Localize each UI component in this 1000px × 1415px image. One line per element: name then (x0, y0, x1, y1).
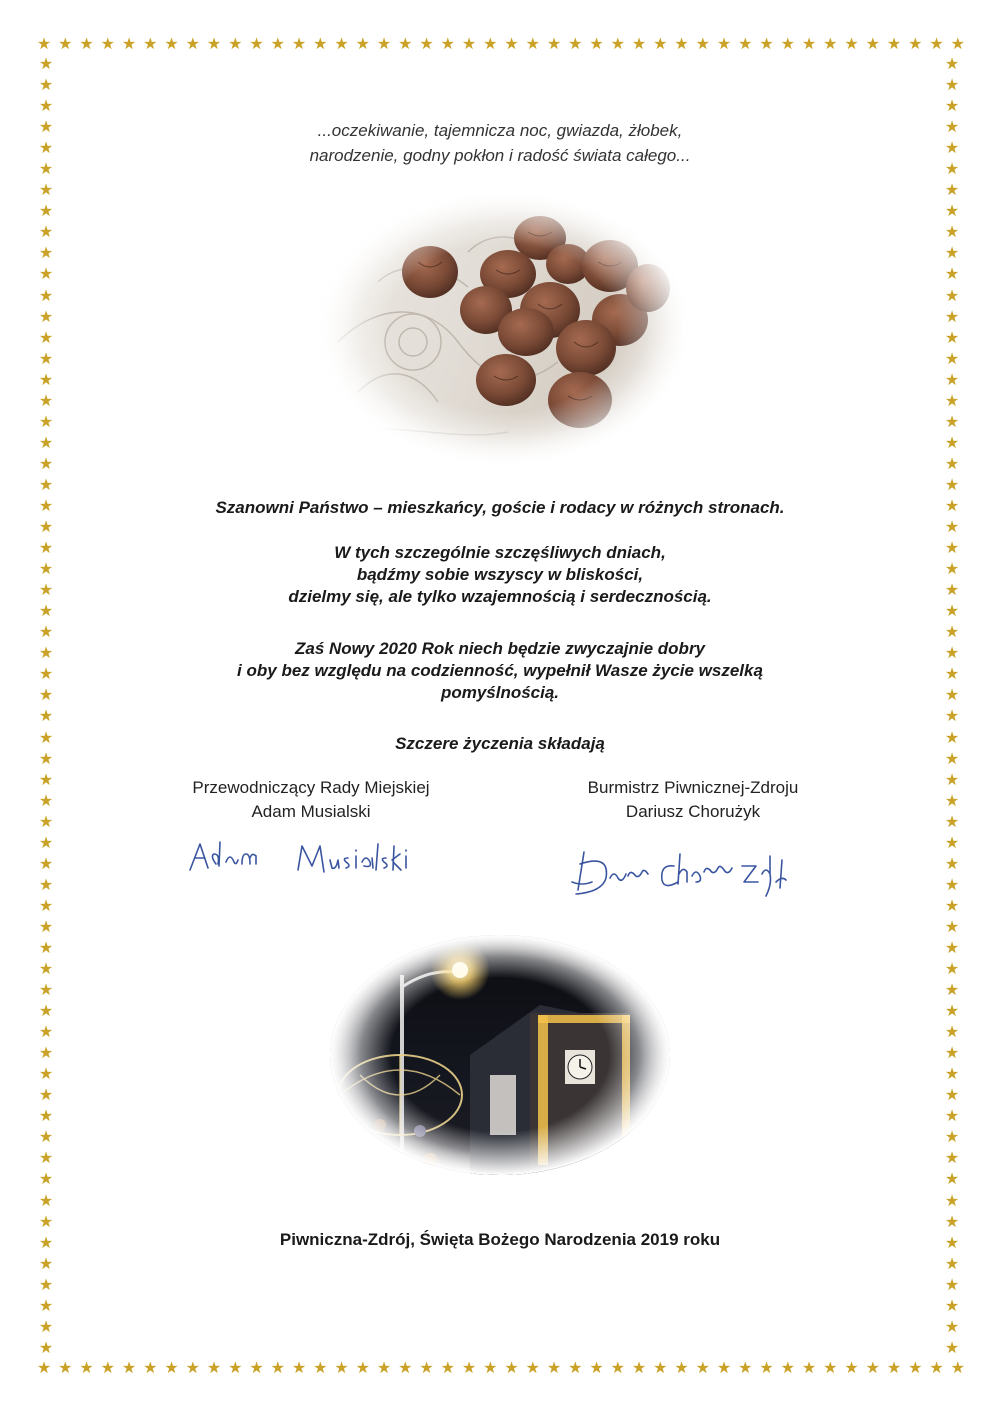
star-icon: ★ (38, 1169, 54, 1189)
star-icon: ★ (944, 222, 960, 242)
star-icon: ★ (944, 180, 960, 200)
star-icon: ★ (944, 1253, 960, 1273)
star-icon: ★ (944, 832, 960, 852)
star-icon: ★ (944, 75, 960, 95)
star-icon: ★ (38, 222, 54, 242)
star-icon: ★ (38, 559, 54, 579)
star-icon: ★ (944, 769, 960, 789)
signer-left-title: Przewodniczący Rady Miejskiej (192, 778, 430, 797)
star-icon: ★ (38, 937, 54, 957)
paragraph-1 (100, 542, 900, 608)
star-icon: ★ (185, 1358, 200, 1377)
star-icon: ★ (653, 1358, 668, 1377)
star-icon: ★ (249, 1358, 264, 1377)
star-icon: ★ (944, 138, 960, 158)
star-icon: ★ (944, 390, 960, 410)
star-icon: ★ (38, 117, 54, 137)
star-icon: ★ (38, 159, 54, 179)
star-icon: ★ (38, 1211, 54, 1231)
star-icon: ★ (944, 790, 960, 810)
star-icon: ★ (38, 138, 54, 158)
star-icon: ★ (38, 1190, 54, 1210)
star-icon: ★ (944, 1127, 960, 1147)
star-icon: ★ (38, 1085, 54, 1105)
star-icon: ★ (944, 664, 960, 684)
star-icon: ★ (38, 980, 54, 1000)
star-icon: ★ (38, 874, 54, 894)
star-icon: ★ (674, 1358, 689, 1377)
star-icon: ★ (100, 1358, 115, 1377)
star-icon: ★ (944, 517, 960, 537)
star-icon: ★ (38, 369, 54, 389)
greeting-line: Szanowni Państwo – mieszkańcy, goście i rodacy w różnych stronach. (215, 498, 785, 517)
star-icon: ★ (944, 895, 960, 915)
star-icon: ★ (801, 34, 817, 53)
star-icon: ★ (419, 34, 434, 53)
star-icon: ★ (944, 432, 960, 452)
paragraph-1-line-3: dzielmy się, ale tylko wzajemnością i serdecznością. (288, 587, 712, 606)
star-icon: ★ (950, 34, 965, 53)
star-icon: ★ (38, 264, 54, 284)
star-icon: ★ (944, 243, 960, 263)
star-icon: ★ (929, 1358, 944, 1377)
star-icon: ★ (944, 285, 960, 305)
star-icon: ★ (844, 1358, 859, 1377)
star-icon: ★ (38, 959, 54, 979)
star-icon: ★ (376, 34, 392, 53)
star-icon: ★ (291, 1358, 307, 1377)
star-icon: ★ (944, 559, 960, 579)
star-icon: ★ (313, 34, 328, 53)
star-icon: ★ (944, 1316, 960, 1336)
star-icon: ★ (944, 474, 960, 494)
star-icon: ★ (631, 1358, 647, 1377)
star-icon: ★ (143, 34, 158, 53)
star-icon: ★ (738, 1358, 753, 1377)
star-icon: ★ (695, 34, 710, 53)
star-icon: ★ (944, 580, 960, 600)
star-icon: ★ (38, 748, 54, 768)
footer-line: Piwniczna-Zdrój, Święta Bożego Narodzenia 2019 roku (279, 1230, 721, 1249)
star-icon: ★ (38, 1127, 54, 1147)
star-icon: ★ (944, 874, 960, 894)
star-icon: ★ (944, 622, 960, 642)
star-icon: ★ (38, 453, 54, 473)
quote-line-1: ...oczekiwanie, tajemnicza noc, gwiazda, żłobek, (317, 121, 683, 140)
star-icon: ★ (100, 34, 115, 53)
star-icon: ★ (38, 1274, 54, 1294)
star-icon: ★ (206, 34, 222, 53)
star-icon: ★ (944, 601, 960, 621)
star-icon: ★ (38, 201, 54, 221)
star-icon: ★ (908, 34, 923, 53)
star-icon: ★ (38, 853, 54, 873)
star-icon: ★ (738, 34, 753, 53)
star-icon: ★ (483, 1358, 498, 1377)
town-hall-night-photo (330, 935, 670, 1175)
star-icon: ★ (944, 959, 960, 979)
paragraph-2-line-3: pomyślnością. (440, 683, 560, 702)
star-icon: ★ (944, 54, 960, 73)
star-icon: ★ (79, 1358, 94, 1377)
star-icon: ★ (944, 1064, 960, 1084)
star-icon: ★ (944, 937, 960, 957)
star-icon: ★ (38, 1253, 54, 1273)
star-icon: ★ (716, 34, 732, 53)
signer-right (513, 776, 873, 824)
star-icon: ★ (759, 34, 774, 53)
star-icon: ★ (944, 306, 960, 326)
signature-right (566, 844, 816, 914)
star-icon: ★ (801, 1358, 817, 1377)
star-icon: ★ (164, 34, 179, 53)
star-icon: ★ (38, 285, 54, 305)
signer-right-title: Burmistrz Piwnicznej-Zdroju (587, 778, 799, 797)
star-icon: ★ (164, 1358, 179, 1377)
star-icon: ★ (440, 1358, 455, 1377)
star-icon: ★ (780, 1358, 795, 1377)
star-border-left (38, 56, 58, 1356)
quote-line-2: narodzenie, godny pokłon i radość świata całego... (309, 146, 691, 165)
star-icon: ★ (36, 1358, 52, 1377)
star-icon: ★ (38, 916, 54, 936)
signature-left (186, 836, 426, 896)
star-icon: ★ (121, 1358, 137, 1377)
star-icon: ★ (38, 727, 54, 747)
star-icon: ★ (228, 1358, 243, 1377)
star-icon: ★ (461, 1358, 477, 1377)
star-icon: ★ (944, 96, 960, 116)
paragraph-2 (100, 638, 900, 704)
star-icon: ★ (38, 580, 54, 600)
paragraph-1-line-1: W tych szczególnie szczęśliwych dniach, (334, 543, 666, 562)
star-icon: ★ (944, 1022, 960, 1042)
star-icon: ★ (38, 1295, 54, 1315)
star-icon: ★ (716, 1358, 732, 1377)
star-icon: ★ (38, 75, 54, 95)
star-icon: ★ (944, 201, 960, 221)
star-icon: ★ (398, 1358, 413, 1377)
star-icon: ★ (865, 34, 880, 53)
star-icon: ★ (504, 1358, 519, 1377)
star-icon: ★ (228, 34, 243, 53)
paragraph-1-line-2: bądźmy sobie wszyscy w bliskości, (356, 565, 644, 584)
star-icon: ★ (419, 1358, 434, 1377)
star-icon: ★ (38, 895, 54, 915)
star-icon: ★ (944, 495, 960, 515)
walnuts-illustration (318, 192, 688, 464)
star-icon: ★ (38, 622, 54, 642)
star-icon: ★ (38, 306, 54, 326)
star-icon: ★ (38, 601, 54, 621)
star-icon: ★ (944, 1190, 960, 1210)
star-icon: ★ (38, 96, 54, 116)
star-icon: ★ (38, 811, 54, 831)
star-icon: ★ (483, 34, 498, 53)
star-icon: ★ (944, 685, 960, 705)
star-icon: ★ (38, 327, 54, 347)
star-icon: ★ (38, 1064, 54, 1084)
star-icon: ★ (886, 1358, 902, 1377)
star-icon: ★ (944, 538, 960, 558)
star-icon: ★ (38, 1148, 54, 1168)
star-icon: ★ (944, 1043, 960, 1063)
star-icon: ★ (944, 1232, 960, 1252)
signer-left-name: Adam Musialski (251, 802, 371, 821)
star-icon: ★ (944, 727, 960, 747)
star-icon: ★ (823, 1358, 838, 1377)
star-icon: ★ (38, 411, 54, 431)
star-icon: ★ (38, 706, 54, 726)
star-icon: ★ (944, 1169, 960, 1189)
star-icon: ★ (944, 748, 960, 768)
star-icon: ★ (334, 34, 349, 53)
star-icon: ★ (334, 1358, 349, 1377)
star-icon: ★ (759, 1358, 774, 1377)
star-icon: ★ (291, 34, 307, 53)
star-icon: ★ (38, 54, 54, 73)
star-icon: ★ (38, 790, 54, 810)
town-hall-illustration (330, 935, 670, 1175)
star-icon: ★ (38, 180, 54, 200)
star-icon: ★ (38, 474, 54, 494)
star-border-bottom (36, 1360, 966, 1380)
star-border-top (36, 36, 966, 56)
star-icon: ★ (780, 34, 795, 53)
star-icon: ★ (865, 1358, 880, 1377)
star-icon: ★ (944, 264, 960, 284)
paragraph-2-line-2: i oby bez względu na codzienność, wypełnił Wasze życie wszelką (237, 661, 763, 680)
star-icon: ★ (38, 517, 54, 537)
star-icon: ★ (908, 1358, 923, 1377)
star-icon: ★ (38, 495, 54, 515)
star-icon: ★ (944, 1274, 960, 1294)
star-icon: ★ (38, 1106, 54, 1126)
star-icon: ★ (38, 1232, 54, 1252)
star-icon: ★ (36, 34, 52, 53)
star-icon: ★ (121, 34, 137, 53)
star-icon: ★ (79, 34, 94, 53)
star-icon: ★ (546, 1358, 562, 1377)
signer-right-name: Dariusz Chorużyk (625, 802, 761, 821)
star-icon: ★ (886, 34, 902, 53)
star-icon: ★ (944, 348, 960, 368)
star-icon: ★ (944, 1085, 960, 1105)
star-icon: ★ (461, 34, 477, 53)
star-icon: ★ (944, 811, 960, 831)
star-icon: ★ (653, 34, 668, 53)
star-icon: ★ (38, 1001, 54, 1021)
star-icon: ★ (944, 1337, 960, 1357)
star-icon: ★ (38, 432, 54, 452)
star-icon: ★ (944, 159, 960, 179)
star-icon: ★ (38, 664, 54, 684)
star-icon: ★ (944, 1001, 960, 1021)
paragraph-2-line-1: Zaś Nowy 2020 Rok niech będzie zwyczajnie dobry (294, 639, 706, 658)
star-icon: ★ (944, 117, 960, 137)
star-icon: ★ (525, 1358, 540, 1377)
star-icon: ★ (631, 34, 647, 53)
star-icon: ★ (313, 1358, 328, 1377)
star-icon: ★ (270, 1358, 285, 1377)
star-icon: ★ (38, 390, 54, 410)
star-icon: ★ (944, 980, 960, 1000)
star-icon: ★ (143, 1358, 158, 1377)
star-icon: ★ (674, 34, 689, 53)
star-icon: ★ (38, 243, 54, 263)
star-icon: ★ (944, 369, 960, 389)
star-icon: ★ (38, 538, 54, 558)
wishes-line: Szczere życzenia składają (395, 734, 605, 753)
star-icon: ★ (525, 34, 540, 53)
star-icon: ★ (610, 34, 625, 53)
star-icon: ★ (38, 643, 54, 663)
star-icon: ★ (950, 1358, 965, 1377)
star-icon: ★ (185, 34, 200, 53)
star-icon: ★ (568, 34, 583, 53)
star-icon: ★ (38, 1316, 54, 1336)
star-icon: ★ (589, 1358, 604, 1377)
star-icon: ★ (440, 34, 455, 53)
star-icon: ★ (929, 34, 944, 53)
star-icon: ★ (376, 1358, 392, 1377)
star-icon: ★ (944, 1295, 960, 1315)
star-icon: ★ (38, 832, 54, 852)
opening-quote (100, 118, 900, 168)
star-icon: ★ (398, 34, 413, 53)
star-icon: ★ (944, 1148, 960, 1168)
signer-left (131, 776, 491, 824)
star-icon: ★ (504, 34, 519, 53)
star-icon: ★ (206, 1358, 222, 1377)
walnuts-photo (318, 192, 688, 464)
star-border-right (944, 56, 964, 1356)
star-icon: ★ (944, 853, 960, 873)
star-icon: ★ (844, 34, 859, 53)
star-icon: ★ (38, 685, 54, 705)
star-icon: ★ (944, 916, 960, 936)
star-icon: ★ (589, 34, 604, 53)
star-icon: ★ (249, 34, 264, 53)
star-icon: ★ (58, 1358, 73, 1377)
star-icon: ★ (38, 1337, 54, 1357)
star-icon: ★ (38, 348, 54, 368)
star-icon: ★ (610, 1358, 625, 1377)
star-icon: ★ (944, 1106, 960, 1126)
star-icon: ★ (944, 327, 960, 347)
star-icon: ★ (38, 1043, 54, 1063)
star-icon: ★ (944, 453, 960, 473)
star-icon: ★ (355, 34, 370, 53)
star-icon: ★ (944, 643, 960, 663)
star-icon: ★ (568, 1358, 583, 1377)
star-icon: ★ (695, 1358, 710, 1377)
star-icon: ★ (944, 706, 960, 726)
star-icon: ★ (546, 34, 562, 53)
star-icon: ★ (944, 1211, 960, 1231)
star-icon: ★ (38, 1022, 54, 1042)
star-icon: ★ (823, 34, 838, 53)
star-icon: ★ (355, 1358, 370, 1377)
star-icon: ★ (944, 411, 960, 431)
star-icon: ★ (38, 769, 54, 789)
star-icon: ★ (270, 34, 285, 53)
star-icon: ★ (58, 34, 73, 53)
